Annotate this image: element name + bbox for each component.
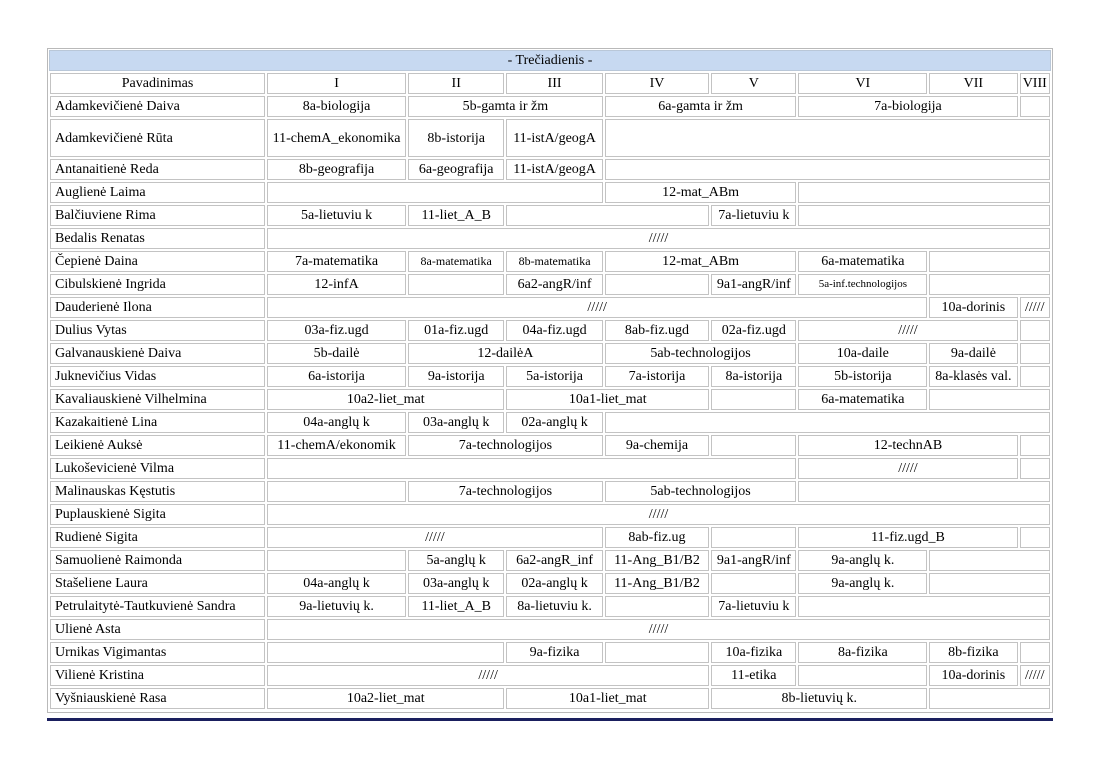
lesson-cell: 6a2-angR/inf <box>506 274 602 295</box>
lesson-cell: 8b-fizika <box>929 642 1017 663</box>
lesson-cell <box>798 665 927 686</box>
lesson-cell <box>929 274 1050 295</box>
table-row <box>50 619 1050 640</box>
lesson-cell: 10a-fizika <box>711 642 796 663</box>
teacher-name: Ulienė Asta <box>50 619 265 640</box>
lesson-cell: 9a-istorija <box>408 366 504 387</box>
page-bottom-rule <box>47 718 1053 721</box>
teacher-name: Bedalis Renatas <box>50 228 265 249</box>
teacher-name: Kazakaitienė Lina <box>50 412 265 433</box>
lesson-cell <box>267 550 406 571</box>
lesson-cell: 11-liet_A_B <box>408 205 504 226</box>
lesson-cell: 04a-anglų k <box>267 573 406 594</box>
table-row <box>50 366 1050 387</box>
table-row <box>50 596 1050 617</box>
lesson-cell <box>605 274 709 295</box>
table-row <box>50 665 1050 686</box>
table-row <box>50 205 1050 226</box>
lesson-cell <box>711 527 796 548</box>
lesson-cell: 5ab-technologijos <box>605 343 797 364</box>
lesson-cell: 7a-lietuviu k <box>711 596 796 617</box>
lesson-cell: 10a1-liet_mat <box>506 688 709 709</box>
teacher-name: Auglienė Laima <box>50 182 265 203</box>
teacher-name: Puplauskienė Sigita <box>50 504 265 525</box>
lesson-cell: 9a1-angR/inf <box>711 550 796 571</box>
table-row <box>50 297 1050 318</box>
lesson-cell: 5a-anglų k <box>408 550 504 571</box>
teacher-name: Vilienė Kristina <box>50 665 265 686</box>
header-period-8: VIII <box>1020 73 1051 94</box>
lesson-cell: 10a-dorinis <box>929 665 1017 686</box>
lesson-cell: 5b-istorija <box>798 366 927 387</box>
timetable-sheet <box>47 48 1053 713</box>
table-row <box>50 504 1050 525</box>
table-row <box>50 688 1050 709</box>
table-row <box>50 458 1050 479</box>
lesson-cell: 8a-matematika <box>408 251 504 272</box>
header-period-3: III <box>506 73 602 94</box>
teacher-name: Balčiuviene Rima <box>50 205 265 226</box>
table-row <box>50 527 1050 548</box>
lesson-cell <box>1020 96 1051 117</box>
lesson-cell <box>1020 320 1051 341</box>
lesson-cell: 5ab-technologijos <box>605 481 797 502</box>
lesson-cell: 02a-anglų k <box>506 573 602 594</box>
table-row <box>50 435 1050 456</box>
lesson-cell: 6a-matematika <box>798 251 927 272</box>
lesson-cell: 10a-dorinis <box>929 297 1017 318</box>
lesson-cell <box>506 205 709 226</box>
teacher-name: Čepienė Daina <box>50 251 265 272</box>
lesson-cell: 11-chemA/ekonomik <box>267 435 406 456</box>
teacher-name: Petrulaitytė-Tautkuvienė Sandra <box>50 596 265 617</box>
lesson-cell: 10a-daile <box>798 343 927 364</box>
lesson-cell: 5a-istorija <box>506 366 602 387</box>
table-row <box>50 550 1050 571</box>
lesson-cell <box>408 274 504 295</box>
table-row <box>50 573 1050 594</box>
lesson-cell: 04a-fiz.ugd <box>506 320 602 341</box>
table-row <box>50 228 1050 249</box>
header-period-5: V <box>711 73 796 94</box>
teacher-name: Vyšniauskienė Rasa <box>50 688 265 709</box>
lesson-cell <box>929 389 1050 410</box>
lesson-cell: 8ab-fiz.ug <box>605 527 709 548</box>
lesson-cell <box>1020 435 1051 456</box>
lesson-cell: 11-etika <box>711 665 796 686</box>
header-period-6: VI <box>798 73 927 94</box>
lesson-cell: 9a-anglų k. <box>798 550 927 571</box>
teacher-name: Cibulskienė Ingrida <box>50 274 265 295</box>
lesson-cell: 7a-lietuviu k <box>711 205 796 226</box>
lesson-cell: 8a-lietuviu k. <box>506 596 602 617</box>
teacher-name: Stašeliene Laura <box>50 573 265 594</box>
header-period-1: I <box>267 73 406 94</box>
lesson-cell <box>267 182 603 203</box>
table-row <box>50 481 1050 502</box>
lesson-cell: ///// <box>267 665 709 686</box>
lesson-cell: 12-infA <box>267 274 406 295</box>
header-period-2: II <box>408 73 504 94</box>
lesson-cell: 12-mat_ABm <box>605 251 797 272</box>
lesson-cell: 11-liet_A_B <box>408 596 504 617</box>
lesson-cell: 9a1-angR/inf <box>711 274 796 295</box>
lesson-cell: 10a2-liet_mat <box>267 389 504 410</box>
lesson-cell: 12-dailėA <box>408 343 603 364</box>
lesson-cell: 01a-fiz.ugd <box>408 320 504 341</box>
lesson-cell <box>798 205 1050 226</box>
lesson-cell <box>267 481 406 502</box>
header-name: Pavadinimas <box>50 73 265 94</box>
teacher-name: Urnikas Vigimantas <box>50 642 265 663</box>
lesson-cell: 8b-geografija <box>267 159 406 180</box>
lesson-cell: 8a-biologija <box>267 96 406 117</box>
lesson-cell: 8a-fizika <box>798 642 927 663</box>
teacher-name: Antanaitienė Reda <box>50 159 265 180</box>
lesson-cell: 6a-istorija <box>267 366 406 387</box>
teacher-name: Leikienė Auksė <box>50 435 265 456</box>
lesson-cell <box>711 435 796 456</box>
lesson-cell: 5b-dailė <box>267 343 406 364</box>
lesson-cell: ///// <box>1020 665 1051 686</box>
lesson-cell: 7a-biologija <box>798 96 1017 117</box>
lesson-cell: 6a-gamta ir žm <box>605 96 797 117</box>
lesson-cell: 10a2-liet_mat <box>267 688 504 709</box>
lesson-cell: 6a2-angR_inf <box>506 550 602 571</box>
table-row <box>50 320 1050 341</box>
lesson-cell: 04a-anglų k <box>267 412 406 433</box>
lesson-cell: 7a-matematika <box>267 251 406 272</box>
lesson-cell: 5a-lietuviu k <box>267 205 406 226</box>
lesson-cell <box>1020 343 1051 364</box>
table-row <box>50 159 1050 180</box>
teacher-name: Galvanauskienė Daiva <box>50 343 265 364</box>
lesson-cell: 8a-istorija <box>711 366 796 387</box>
lesson-cell <box>798 182 1050 203</box>
teacher-name: Adamkevičienė Rūta <box>50 119 265 157</box>
table-row <box>50 343 1050 364</box>
lesson-cell <box>605 119 1050 157</box>
lesson-cell <box>605 159 1050 180</box>
lesson-cell: 6a-matematika <box>798 389 927 410</box>
lesson-cell: 7a-technologijos <box>408 435 603 456</box>
lesson-cell <box>1020 366 1051 387</box>
table-row <box>50 96 1050 117</box>
lesson-cell: ///// <box>798 458 1017 479</box>
lesson-cell: 5a-inf.technologijos <box>798 274 927 295</box>
lesson-cell <box>798 596 1050 617</box>
teacher-name: Dauderienė Ilona <box>50 297 265 318</box>
lesson-cell <box>267 458 796 479</box>
lesson-cell: 03a-anglų k <box>408 412 504 433</box>
lesson-cell: ///// <box>267 228 1050 249</box>
lesson-cell <box>605 596 709 617</box>
lesson-cell <box>1020 527 1051 548</box>
lesson-cell <box>1020 642 1051 663</box>
table-row <box>50 642 1050 663</box>
timetable <box>48 71 1052 711</box>
teacher-name: Adamkevičienė Daiva <box>50 96 265 117</box>
lesson-cell <box>605 412 1050 433</box>
lesson-cell: 8b-lietuvių k. <box>711 688 927 709</box>
lesson-cell: 9a-chemija <box>605 435 709 456</box>
lesson-cell: 11-chemA_ekonomika <box>267 119 406 157</box>
lesson-cell: ///// <box>267 527 603 548</box>
day-title: - Trečiadienis - <box>49 50 1051 71</box>
lesson-cell <box>711 389 796 410</box>
table-row <box>50 119 1050 157</box>
lesson-cell: 11-Ang_B1/B2 <box>605 573 709 594</box>
lesson-cell: 8ab-fiz.ugd <box>605 320 709 341</box>
lesson-cell <box>929 251 1050 272</box>
teacher-name: Dulius Vytas <box>50 320 265 341</box>
teacher-name: Juknevičius Vidas <box>50 366 265 387</box>
lesson-cell: 9a-anglų k. <box>798 573 927 594</box>
lesson-cell: 02a-fiz.ugd <box>711 320 796 341</box>
lesson-cell: 12-technAB <box>798 435 1017 456</box>
lesson-cell <box>929 688 1050 709</box>
header-row <box>50 73 1050 94</box>
lesson-cell: 02a-anglų k <box>506 412 602 433</box>
teacher-name: Kavaliauskienė Vilhelmina <box>50 389 265 410</box>
lesson-cell: 11-istA/geogA <box>506 159 602 180</box>
lesson-cell: 8a-klasės val. <box>929 366 1017 387</box>
lesson-cell: ///// <box>267 619 1050 640</box>
lesson-cell: 9a-fizika <box>506 642 602 663</box>
lesson-cell: 8b-istorija <box>408 119 504 157</box>
lesson-cell: 9a-lietuvių k. <box>267 596 406 617</box>
lesson-cell: ///// <box>798 320 1017 341</box>
lesson-cell: 7a-technologijos <box>408 481 603 502</box>
lesson-cell <box>929 573 1050 594</box>
lesson-cell <box>929 550 1050 571</box>
table-row <box>50 251 1050 272</box>
table-row <box>50 274 1050 295</box>
lesson-cell: 11-Ang_B1/B2 <box>605 550 709 571</box>
lesson-cell: 12-mat_ABm <box>605 182 797 203</box>
lesson-cell <box>267 642 504 663</box>
lesson-cell <box>798 481 1050 502</box>
table-row <box>50 412 1050 433</box>
lesson-cell <box>711 573 796 594</box>
lesson-cell: 7a-istorija <box>605 366 709 387</box>
lesson-cell: 5b-gamta ir žm <box>408 96 603 117</box>
lesson-cell: ///// <box>1020 297 1051 318</box>
lesson-cell: ///// <box>267 504 1050 525</box>
lesson-cell: 03a-fiz.ugd <box>267 320 406 341</box>
lesson-cell: 6a-geografija <box>408 159 504 180</box>
header-period-7: VII <box>929 73 1017 94</box>
teacher-name: Rudienė Sigita <box>50 527 265 548</box>
lesson-cell: 9a-dailė <box>929 343 1017 364</box>
lesson-cell: ///// <box>267 297 927 318</box>
lesson-cell: 11-istA/geogA <box>506 119 602 157</box>
table-row <box>50 182 1050 203</box>
lesson-cell <box>1020 458 1051 479</box>
lesson-cell <box>605 642 709 663</box>
lesson-cell: 10a1-liet_mat <box>506 389 709 410</box>
table-row <box>50 389 1050 410</box>
teacher-name: Malinauskas Kęstutis <box>50 481 265 502</box>
header-period-4: IV <box>605 73 709 94</box>
lesson-cell: 11-fiz.ugd_B <box>798 527 1017 548</box>
lesson-cell: 8b-matematika <box>506 251 602 272</box>
lesson-cell: 03a-anglų k <box>408 573 504 594</box>
teacher-name: Samuolienė Raimonda <box>50 550 265 571</box>
teacher-name: Lukoševicienė Vilma <box>50 458 265 479</box>
